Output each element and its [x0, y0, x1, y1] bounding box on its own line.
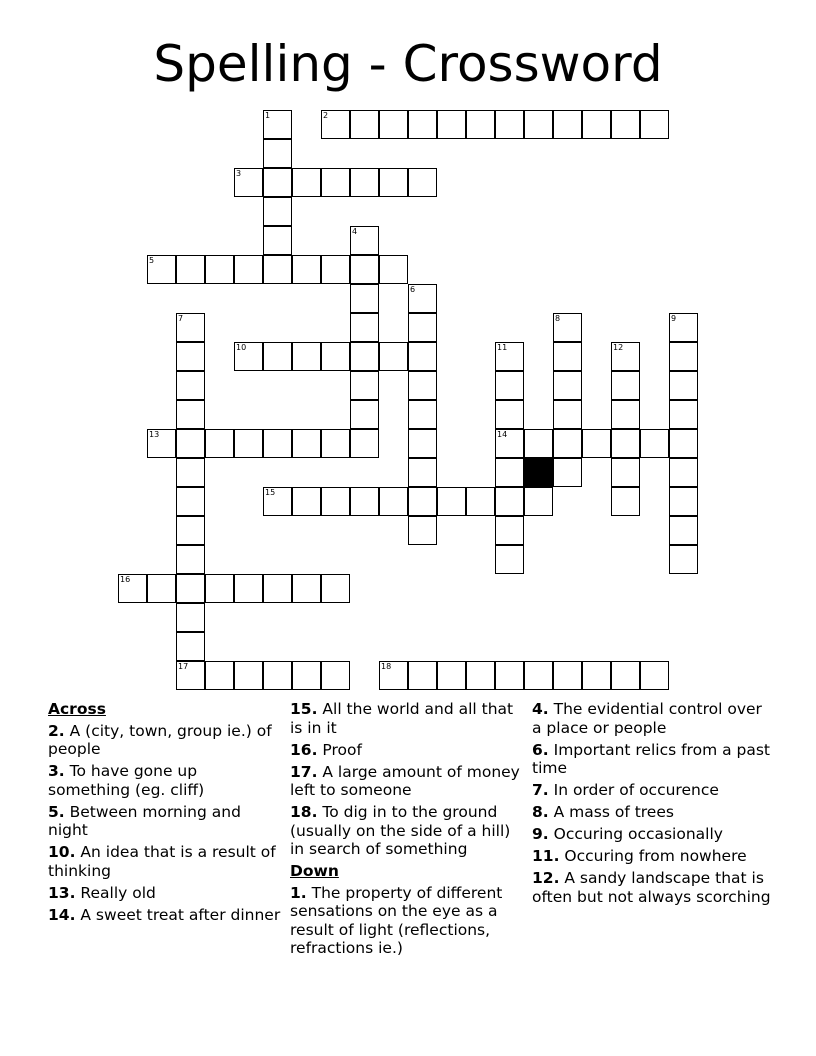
- grid-cell[interactable]: [147, 429, 176, 458]
- clue-across-2: 2. A (city, town, group ie.) of people: [48, 721, 272, 758]
- grid-cell[interactable]: [408, 400, 437, 429]
- clue-number: 3: [236, 169, 242, 178]
- grid-cell[interactable]: [379, 487, 408, 516]
- clue-number: 9: [671, 314, 677, 323]
- clue-across-3: 3. To have gone up something (eg. cliff): [48, 762, 205, 799]
- grid-cell[interactable]: [495, 429, 524, 458]
- grid-cell[interactable]: [669, 458, 698, 487]
- clue-number: 12: [613, 343, 624, 352]
- grid-cell[interactable]: [292, 168, 321, 197]
- grid-cell[interactable]: [176, 400, 205, 429]
- grid-cell[interactable]: [147, 574, 176, 603]
- grid-cell[interactable]: [553, 400, 582, 429]
- clue-number: 10: [236, 343, 247, 352]
- grid-cell[interactable]: [379, 110, 408, 139]
- grid-block-cell: [524, 458, 553, 487]
- grid-cell[interactable]: [669, 371, 698, 400]
- clue-number: 16: [120, 575, 131, 584]
- grid-cell[interactable]: [263, 342, 292, 371]
- grid-cell[interactable]: [321, 342, 350, 371]
- across-heading: Across: [48, 700, 106, 718]
- clue-across-10: 10. An idea that is a result of thinking: [48, 843, 276, 880]
- grid-cell[interactable]: [263, 226, 292, 255]
- grid-cell[interactable]: [379, 342, 408, 371]
- grid-cell[interactable]: [553, 110, 582, 139]
- grid-cell[interactable]: [263, 429, 292, 458]
- grid-cell[interactable]: [495, 371, 524, 400]
- grid-cell[interactable]: [611, 429, 640, 458]
- grid-cell[interactable]: [466, 110, 495, 139]
- grid-cell[interactable]: [292, 661, 321, 690]
- clue-down-1: 1. The property of different sensations on the eye as a result of light (reflections, refractions ie.): [290, 883, 503, 957]
- grid-cell[interactable]: [611, 661, 640, 690]
- grid-cell[interactable]: [669, 487, 698, 516]
- grid-cell[interactable]: [553, 371, 582, 400]
- grid-cell[interactable]: [350, 284, 379, 313]
- grid-cell[interactable]: [495, 458, 524, 487]
- grid-cell[interactable]: [524, 487, 553, 516]
- clue-number: 17: [178, 662, 189, 671]
- grid-cell[interactable]: [495, 110, 524, 139]
- grid-cell[interactable]: [524, 429, 553, 458]
- grid-cell[interactable]: [263, 487, 292, 516]
- grid-cell[interactable]: [147, 255, 176, 284]
- grid-cell[interactable]: [205, 661, 234, 690]
- clue-number: 8: [555, 314, 561, 323]
- grid-cell[interactable]: [176, 458, 205, 487]
- grid-cell[interactable]: [176, 429, 205, 458]
- clue-across-5: 5. Between morning and night: [48, 802, 241, 839]
- grid-cell[interactable]: [234, 661, 263, 690]
- grid-cell[interactable]: [176, 545, 205, 574]
- grid-cell[interactable]: [292, 429, 321, 458]
- clue-number: 15: [265, 488, 276, 497]
- grid-cell[interactable]: [321, 110, 350, 139]
- clue-across-16: 16. Proof: [290, 740, 362, 759]
- clue-across-14: 14. A sweet treat after dinner: [48, 905, 281, 924]
- grid-cell[interactable]: [234, 342, 263, 371]
- grid-cell[interactable]: [176, 574, 205, 603]
- grid-cell[interactable]: [234, 168, 263, 197]
- grid-cell[interactable]: [234, 429, 263, 458]
- grid-cell[interactable]: [263, 139, 292, 168]
- grid-cell[interactable]: [176, 371, 205, 400]
- grid-cell[interactable]: [611, 342, 640, 371]
- grid-cell[interactable]: [466, 661, 495, 690]
- grid-cell[interactable]: [176, 661, 205, 690]
- grid-cell[interactable]: [350, 168, 379, 197]
- clue-number: 5: [149, 256, 155, 265]
- grid-cell[interactable]: [205, 255, 234, 284]
- grid-cell[interactable]: [176, 603, 205, 632]
- grid-cell[interactable]: [408, 313, 437, 342]
- grid-cell[interactable]: [495, 487, 524, 516]
- grid-cell[interactable]: [669, 516, 698, 545]
- clue-number: 6: [410, 285, 416, 294]
- grid-cell[interactable]: [292, 487, 321, 516]
- grid-cell[interactable]: [669, 313, 698, 342]
- grid-cell[interactable]: [611, 400, 640, 429]
- grid-cell[interactable]: [437, 110, 466, 139]
- clue-across-18: 18. To dig in to the ground (usually on the side of a hill) in search of something: [290, 803, 511, 858]
- page-title: Spelling - Crossword: [153, 35, 663, 93]
- grid-cell[interactable]: [495, 545, 524, 574]
- grid-cell[interactable]: [263, 574, 292, 603]
- grid-cell[interactable]: [350, 429, 379, 458]
- grid-cell[interactable]: [553, 342, 582, 371]
- grid-cell[interactable]: [350, 110, 379, 139]
- clue-column-3: [532, 700, 772, 910]
- grid-cell[interactable]: [292, 574, 321, 603]
- grid-cell[interactable]: [669, 400, 698, 429]
- grid-cell[interactable]: [408, 284, 437, 313]
- grid-cell[interactable]: [176, 487, 205, 516]
- grid-cell[interactable]: [263, 661, 292, 690]
- clue-across-15: 15. All the world and all that is in it: [290, 700, 514, 737]
- clue-across-13: 13. Really old: [48, 883, 156, 902]
- clue-down-7: 7. In order of occurence: [532, 781, 719, 799]
- grid-cell[interactable]: [350, 342, 379, 371]
- grid-cell[interactable]: [669, 342, 698, 371]
- grid-cell[interactable]: [350, 226, 379, 255]
- clue-down-9: 9. Occuring occasionally: [532, 825, 723, 843]
- grid-cell[interactable]: [611, 487, 640, 516]
- clue-down-11: 11. Occuring from nowhere: [532, 847, 747, 865]
- grid-cell[interactable]: [466, 487, 495, 516]
- grid-cell[interactable]: [379, 661, 408, 690]
- clue-number: 18: [381, 662, 392, 671]
- grid-cell[interactable]: [524, 661, 553, 690]
- grid-cell[interactable]: [292, 255, 321, 284]
- grid-cell[interactable]: [611, 110, 640, 139]
- grid-cell[interactable]: [379, 168, 408, 197]
- grid-cell[interactable]: [234, 255, 263, 284]
- grid-cell[interactable]: [176, 516, 205, 545]
- grid-cell[interactable]: [321, 574, 350, 603]
- grid-cell[interactable]: [495, 342, 524, 371]
- grid-cell[interactable]: [408, 487, 437, 516]
- clue-down-6: 6. Important relics from a past time: [532, 740, 771, 777]
- grid-cell[interactable]: [582, 661, 611, 690]
- grid-cell[interactable]: [176, 342, 205, 371]
- grid-cell[interactable]: [408, 110, 437, 139]
- grid-cell[interactable]: [118, 574, 147, 603]
- grid-cell[interactable]: [553, 458, 582, 487]
- grid-cell[interactable]: [408, 516, 437, 545]
- clue-number: 11: [497, 343, 508, 352]
- grid-cell[interactable]: [611, 371, 640, 400]
- grid-cell[interactable]: [408, 429, 437, 458]
- grid-cell[interactable]: [408, 661, 437, 690]
- grid-cell[interactable]: [582, 110, 611, 139]
- grid-cell[interactable]: [350, 313, 379, 342]
- clue-number: 14: [497, 430, 508, 439]
- grid-cell[interactable]: [321, 168, 350, 197]
- grid-cell[interactable]: [350, 400, 379, 429]
- grid-cell[interactable]: [292, 342, 321, 371]
- grid-cell[interactable]: [379, 255, 408, 284]
- grid-cell[interactable]: [176, 255, 205, 284]
- grid-cell[interactable]: [234, 574, 263, 603]
- clue-down-8: 8. A mass of trees: [532, 803, 674, 821]
- clue-down-12: 12. A sandy landscape that is often but not always scorching: [532, 869, 771, 906]
- grid-cell[interactable]: [321, 661, 350, 690]
- grid-cell[interactable]: [263, 255, 292, 284]
- clue-column-1: [48, 700, 284, 928]
- grid-cell[interactable]: [176, 632, 205, 661]
- clue-number: 13: [149, 430, 160, 439]
- grid-cell[interactable]: [553, 313, 582, 342]
- clue-number: 4: [352, 227, 358, 236]
- clue-number: 2: [323, 111, 329, 120]
- grid-cell[interactable]: [669, 429, 698, 458]
- grid-cell[interactable]: [408, 168, 437, 197]
- grid-cell[interactable]: [350, 371, 379, 400]
- grid-cell[interactable]: [437, 487, 466, 516]
- clue-across-17: 17. A large amount of money left to someone: [290, 762, 520, 799]
- grid-cell[interactable]: [350, 255, 379, 284]
- grid-cell[interactable]: [205, 574, 234, 603]
- grid-cell[interactable]: [205, 429, 234, 458]
- clue-down-4: 4. The evidential control over a place or people: [532, 700, 762, 737]
- grid-cell[interactable]: [408, 371, 437, 400]
- grid-cell[interactable]: [611, 458, 640, 487]
- grid-cell[interactable]: [263, 168, 292, 197]
- grid-cell[interactable]: [263, 110, 292, 139]
- grid-cell[interactable]: [553, 661, 582, 690]
- grid-cell[interactable]: [495, 400, 524, 429]
- grid-cell[interactable]: [408, 458, 437, 487]
- grid-cell[interactable]: [321, 429, 350, 458]
- grid-cell[interactable]: [321, 255, 350, 284]
- grid-cell[interactable]: [437, 661, 466, 690]
- grid-cell[interactable]: [495, 661, 524, 690]
- grid-cell[interactable]: [495, 516, 524, 545]
- grid-cell[interactable]: [640, 661, 669, 690]
- clue-number: 1: [265, 111, 271, 120]
- grid-cell[interactable]: [408, 342, 437, 371]
- grid-cell[interactable]: [350, 487, 379, 516]
- grid-cell[interactable]: [263, 197, 292, 226]
- grid-cell[interactable]: [524, 110, 553, 139]
- grid-cell[interactable]: [582, 429, 611, 458]
- down-heading: Down: [290, 862, 339, 880]
- clue-number: 7: [178, 314, 184, 323]
- grid-cell[interactable]: [176, 313, 205, 342]
- grid-cell[interactable]: [669, 545, 698, 574]
- grid-cell[interactable]: [640, 110, 669, 139]
- clue-column-2: [290, 700, 526, 961]
- grid-cell[interactable]: [321, 487, 350, 516]
- grid-cell[interactable]: [553, 429, 582, 458]
- grid-cell[interactable]: [640, 429, 669, 458]
